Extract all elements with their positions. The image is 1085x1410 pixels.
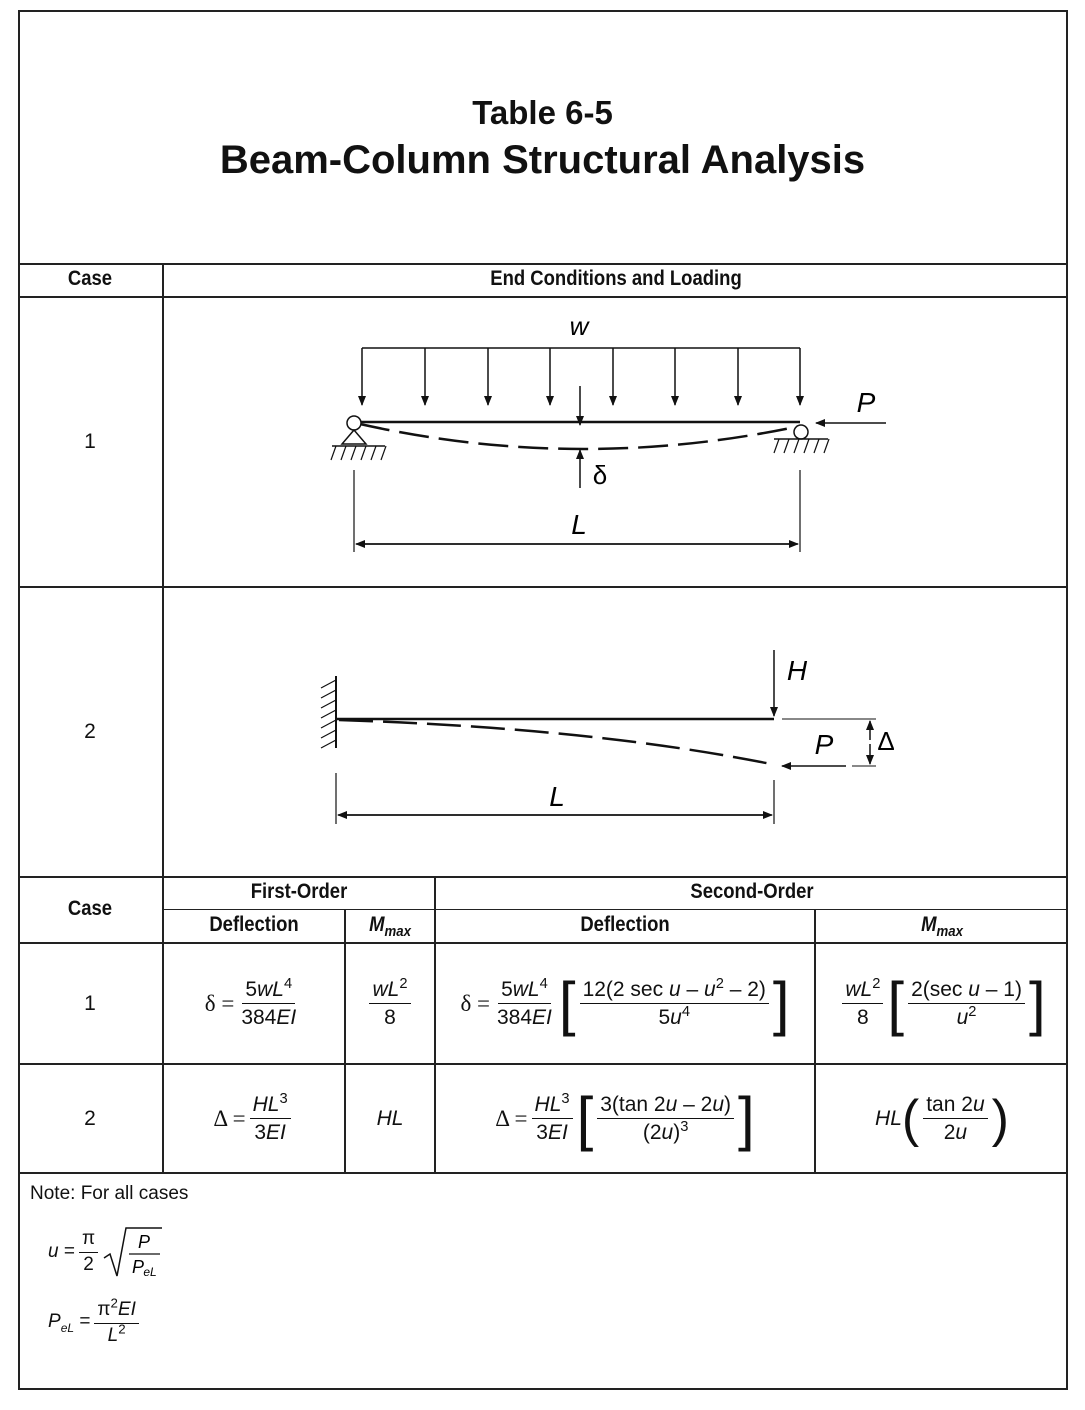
row-case-number: 2 — [84, 720, 96, 743]
case1-second-order-mmax: $\frac{wL^2}{8}$ [ $\frac{\text{2(sec u – 1)}}{u^2}$ ] — [816, 944, 1068, 1063]
column-header-end-conditions: End Conditions and Loading — [490, 267, 742, 290]
span-label-l: L — [571, 509, 587, 540]
divider — [18, 876, 1068, 878]
note-pel-formula: $P_{eL}$ = $\frac{\pi^2EI}{L^2}$ — [48, 1295, 143, 1351]
column-header-case: Case — [67, 897, 113, 920]
column-header-first-mmax: $M_{max}$ — [369, 913, 411, 941]
svg-text:eL: eL — [143, 1265, 157, 1279]
deflection-label-delta: δ — [592, 460, 608, 490]
table-number: Table 6-5 — [472, 94, 613, 131]
load-label-w: w — [569, 311, 589, 341]
note-heading: Note: For all cases — [30, 1183, 189, 1204]
deflection-label-delta: Δ — [877, 726, 895, 756]
case1-second-order-deflection: δ = $\frac{5wL^4}{384EI}$ [ $\frac{12(2 \sec u - u^2 - 2)}{5u^4}$ ] — [460, 969, 790, 1037]
group-header-second-order: Second-Order — [690, 880, 814, 903]
square-root-sign — [102, 1224, 164, 1280]
divider — [18, 1172, 1068, 1174]
column-header-first-deflection: Deflection — [209, 913, 299, 936]
column-header-case: Case — [67, 267, 113, 290]
case1-beam-diagram — [164, 298, 1068, 586]
case2-first-order-deflection: Δ = $\frac{HL^3}{3EI}$ — [164, 1065, 344, 1172]
axial-load-label-p: P — [814, 729, 834, 760]
case1-first-order-mmax: $\frac{wL^2}{8}$ — [346, 944, 434, 1063]
case2-first-order-mmax: HL — [376, 1106, 404, 1130]
note-u-formula: u = $\frac{\pi}{2}$ P P eL — [48, 1222, 164, 1282]
case2-second-order-deflection: Δ = $\frac{HL^3}{3EI}$ [ $\frac{3(\tan 2u - 2u)}{(2u)^3}$ ] — [495, 1084, 755, 1152]
column-header-second-mmax: $M_{max}$ — [921, 913, 963, 941]
span-label-l: L — [549, 781, 565, 812]
case2-cantilever-diagram — [164, 588, 1068, 876]
divider — [18, 263, 1068, 265]
case2-second-order-mmax: HL ( $\frac{\tan 2u}{2u}$ ) — [875, 1089, 1009, 1148]
group-header-first-order: First-Order — [250, 880, 348, 903]
column-header-second-deflection: Deflection — [580, 913, 670, 936]
divider — [162, 909, 1068, 910]
row-case-number: 1 — [84, 430, 96, 453]
table-title: Beam-Column Structural Analysis — [219, 138, 866, 182]
row-case-number: 1 — [84, 991, 96, 1015]
axial-load-label-p: P — [856, 387, 876, 418]
svg-text:P: P — [138, 1232, 151, 1252]
case1-first-order-deflection: δ = $\frac{5wL^4}{384EI}$ — [204, 975, 297, 1029]
lateral-load-label-h: H — [786, 655, 808, 686]
row-case-number: 2 — [84, 1106, 96, 1130]
svg-text:P: P — [132, 1257, 145, 1277]
